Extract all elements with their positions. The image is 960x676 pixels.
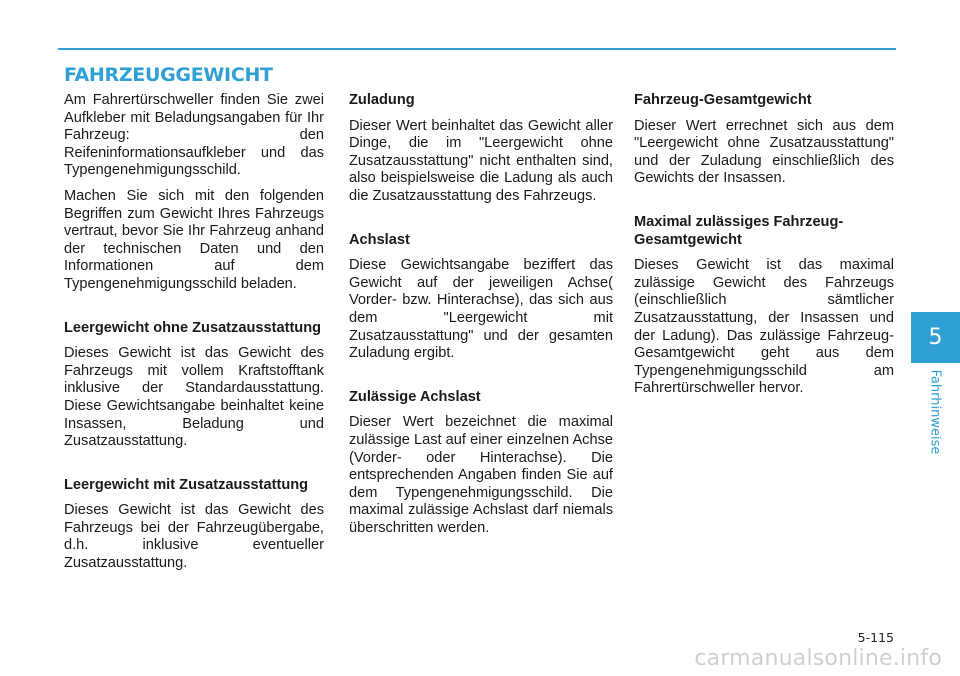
text-max-gesamtgewicht: Dieses Gewicht ist das maximal zulässige Gewicht des Fahrzeugs (einschließlich sämtlicher Zusatzausstattung, der Insassen und der Ladung). Das zulässige Fahrzeug-Gesamtgewicht geht aus dem Typengenehmigungsschild am Fahrertürschweller hervor.	[634, 257, 894, 397]
spacer	[64, 302, 324, 320]
text-achslast: Diese Gewichtsangabe beziffert das Gewicht auf der jeweiligen Achse( Vorder- bzw. Hinterachse), das sich aus dem "Leergewicht mit Zusatzausstattung" und der gesamten Zuladung ergibt.	[349, 257, 613, 362]
text-leergewicht-mit: Dieses Gewicht ist das Gewicht des Fahrzeugs bei der Fahrzeugübergabe, d.h. inklusive eventueller Zusatzausstattung.	[64, 502, 324, 572]
spacer	[64, 459, 324, 477]
heading-leergewicht-ohne: Leergewicht ohne Zusatzausstattung	[64, 319, 322, 336]
text-gesamtgewicht: Dieser Wert errechnet sich aus dem "Leergewicht ohne Zusatzausstattung" und der Zuladung einschließlich des Gewichts der Insassen.	[634, 117, 894, 187]
heading-gesamtgewicht: Fahrzeug-Gesamtgewicht	[634, 92, 812, 108]
text-leergewicht-ohne: Dieses Gewicht ist das Gewicht des Fahrzeugs mit vollem Kraftstofftank inklusive der Standardausstattung. Diese Gewichtsangabe beinhaltet keine Insassen, Beladung und Zusatzausstattung.	[64, 345, 324, 450]
spacer	[349, 371, 613, 389]
heading-zulaessige-achslast: Zulässige Achslast	[349, 388, 481, 405]
watermark: carmanualsonline.info	[694, 646, 942, 671]
heading-max-gesamtgewicht: Maximal zulässiges Fahrzeug-Gesamtgewicht	[634, 213, 844, 248]
intro-paragraph-2: Machen Sie sich mit den folgenden Begriffen zum Gewicht Ihres Fahrzeugs vertraut, bevor Sie Ihr Fahrzeug anhand der technischen Daten und den Informationen auf dem Typengenehmigungsschild beladen.	[64, 187, 324, 292]
chapter-tab[interactable]	[911, 312, 960, 363]
column-middle	[349, 92, 613, 545]
heading-achslast: Achslast	[349, 231, 410, 248]
text-zulaessige-achslast: Dieser Wert bezeichnet die maximal zulässige Last auf einer einzelnen Achse (Vorder- oder Hinterachse). Die entsprechenden Angaben finden Sie auf dem Typengenehmigungsschild. Die maximal zulässige Achslast darf niemals überschritten werden.	[349, 414, 613, 536]
chapter-number: 5	[928, 325, 943, 350]
spacer	[349, 214, 613, 232]
column-left	[64, 92, 324, 581]
heading-zuladung: Zuladung	[349, 92, 415, 108]
page-number: 5-115	[857, 630, 894, 645]
header-rule	[58, 48, 896, 50]
heading-leergewicht-mit: Leergewicht mit Zusatzausstattung	[64, 476, 309, 493]
text-zuladung: Dieser Wert beinhaltet das Gewicht aller Dinge, die im "Leergewicht ohne Zusatzausstattung" nicht enthalten sind, also beispielsweise die Ladung als auch die Zusatzausstattung des Fahrzeugs.	[349, 117, 613, 204]
column-right	[634, 92, 894, 406]
intro-paragraph-1: Am Fahrertürschweller finden Sie zwei Aufkleber mit Beladungsangaben für Ihr Fahrzeug: den Reifeninformationsaufkleber und das Typengenehmigungsschild.	[64, 92, 324, 179]
chapter-label: Fahrhinweise	[927, 369, 943, 455]
spacer	[634, 196, 894, 214]
page-title: FAHRZEUGGEWICHT	[64, 64, 273, 86]
